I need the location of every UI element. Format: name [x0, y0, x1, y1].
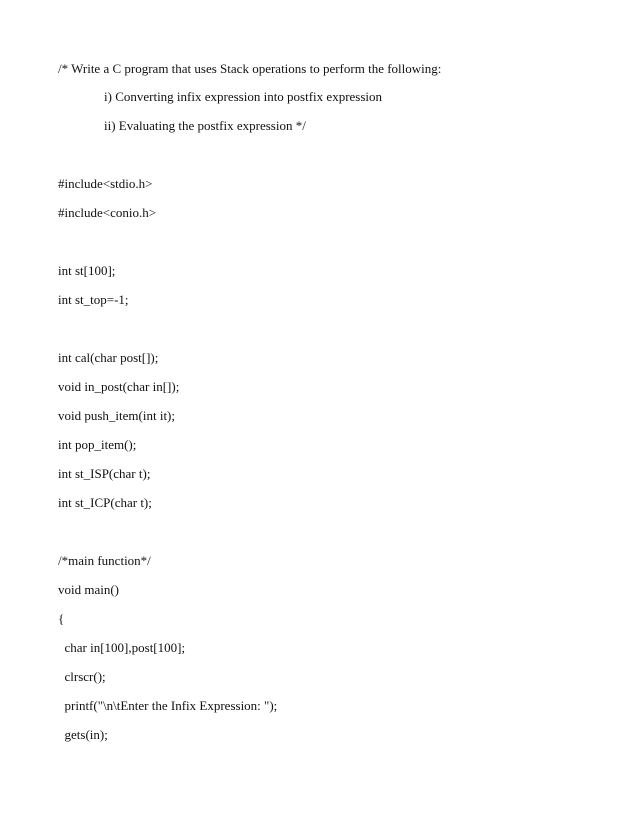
prototype-pop-item: int pop_item(); [58, 437, 137, 452]
include-stdio: #include<stdio.h> [58, 176, 153, 191]
include-conio: #include<conio.h> [58, 205, 157, 220]
prototype-st-isp: int st_ISP(char t); [58, 466, 151, 481]
main-char-declaration: char in[100],post[100]; [58, 640, 186, 655]
main-printf: printf("\n\tEnter the Infix Expression: "); [58, 698, 278, 713]
prototype-in-post: void in_post(char in[]); [58, 379, 180, 394]
declaration-st-top: int st_top=-1; [58, 292, 129, 307]
comment-item-1: i) Converting infix expression into postfix expression [104, 89, 383, 104]
main-signature: void main() [58, 582, 120, 597]
comment-title-line: /* Write a C program that uses Stack operations to perform the following: [58, 61, 442, 76]
prototype-st-icp: int st_ICP(char t); [58, 495, 152, 510]
main-open-brace: { [58, 611, 65, 626]
prototype-cal: int cal(char post[]); [58, 350, 159, 365]
prototype-push-item: void push_item(int it); [58, 408, 175, 423]
main-comment: /*main function*/ [58, 553, 151, 568]
declaration-st-array: int st[100]; [58, 263, 116, 278]
main-gets: gets(in); [58, 727, 108, 742]
comment-item-2: ii) Evaluating the postfix expression */ [104, 118, 306, 133]
main-clrscr: clrscr(); [58, 669, 106, 684]
